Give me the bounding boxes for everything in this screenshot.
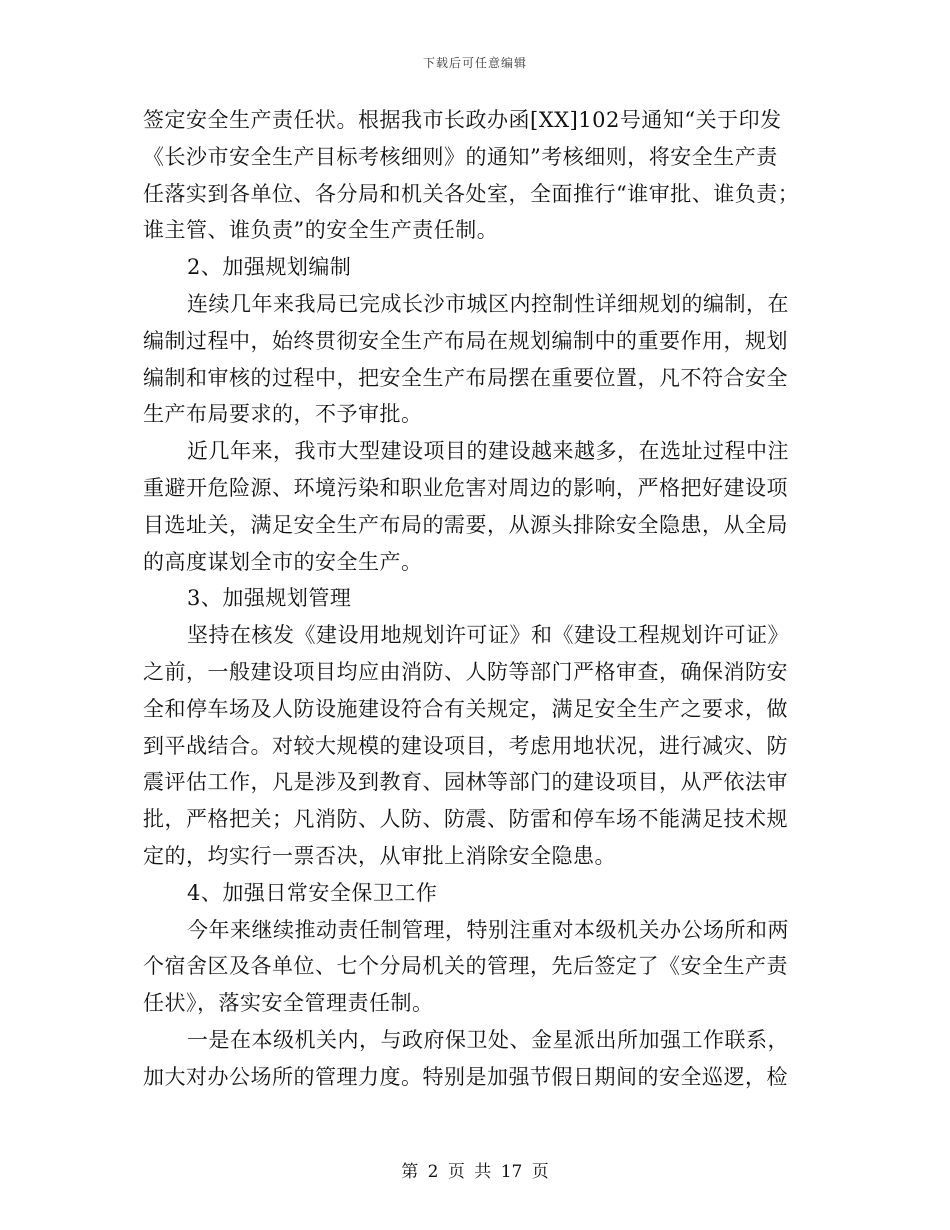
text-line: 《长沙市安全生产目标考核细则》的通知”考核细则，将安全生产责 [143, 144, 778, 169]
header-note: 下载后可任意编辑 [422, 56, 527, 70]
body-text [143, 102, 808, 1096]
text-line: 签定安全生产责任状。根据我市长政办函[XX]102号通知“关于印发 [143, 108, 782, 132]
page-footer: 第 2 页 共 17 页 [401, 1162, 549, 1182]
text-line: 震评估工作，凡是涉及到教育、园林等部门的建设项目，从严依法审 [143, 770, 788, 795]
text-line: 一是在本级机关内，与政府保卫处、金星派出所加强工作联系， [187, 1027, 789, 1052]
text-line: 加大对办公场所的管理力度。特别是加强节假日期间的安全巡逻，检 [143, 1064, 788, 1089]
text-line: 全和停车场及人防设施建设符合有关规定，满足安全生产之要求，做 [143, 696, 788, 721]
text-line: 近几年来，我市大型建设项目的建设越来越多，在选址过程中注 [187, 439, 789, 464]
text-line: 个宿舍区及各单位、七个分局机关的管理，先后签定了《安全生产责 [143, 954, 788, 979]
text-line: 编制过程中，始终贯彻安全生产布局在规划编制中的重要作用，规划 [143, 328, 788, 353]
text-line: 今年来继续推动责任制管理，特别注重对本级机关办公场所和两 [187, 917, 789, 942]
text-line: 任落实到各单位、各分局和机关各处室，全面推行“谁审批、谁负责； [143, 181, 800, 206]
text-line: 谁主管、谁负责”的安全生产责任制。 [143, 218, 499, 243]
text-line: 的高度谋划全市的安全生产。 [143, 549, 423, 574]
text-line: 定的，均实行一票否决，从审批上消除安全隐患。 [143, 843, 616, 868]
text-line: 到平战结合。对较大规模的建设项目，考虑用地状况，进行减灾、防 [143, 733, 788, 758]
text-line: 编制和审核的过程中，把安全生产布局摆在重要位置，凡不符合安全 [143, 365, 788, 390]
text-line: 重避开危险源、环境污染和职业危害对周边的影响，严格把好建设项 [143, 475, 788, 500]
text-line: 坚持在核发《建设用地规划许可证》和《建设工程规划许可证》 [187, 623, 789, 648]
text-line: 2、加强规划编制 [187, 255, 352, 280]
text-line: 批，严格把关；凡消防、人防、防震、防雷和停车场不能满足技术规 [143, 807, 788, 832]
text-line: 3、加强规划管理 [187, 586, 352, 611]
text-line: 目选址关，满足安全生产布局的需要，从源头排除安全隐患，从全局 [143, 512, 788, 537]
text-line: 连续几年来我局已完成长沙市城区内控制性详细规划的编制，在 [187, 291, 789, 316]
text-line: 之前，一般建设项目均应由消防、人防等部门严格审查，确保消防安 [143, 659, 788, 684]
text-line: 4、加强日常安全保卫工作 [187, 880, 438, 905]
text-line: 生产布局要求的，不予审批。 [143, 402, 423, 427]
text-line: 任状》，落实安全管理责任制。 [143, 991, 434, 1016]
